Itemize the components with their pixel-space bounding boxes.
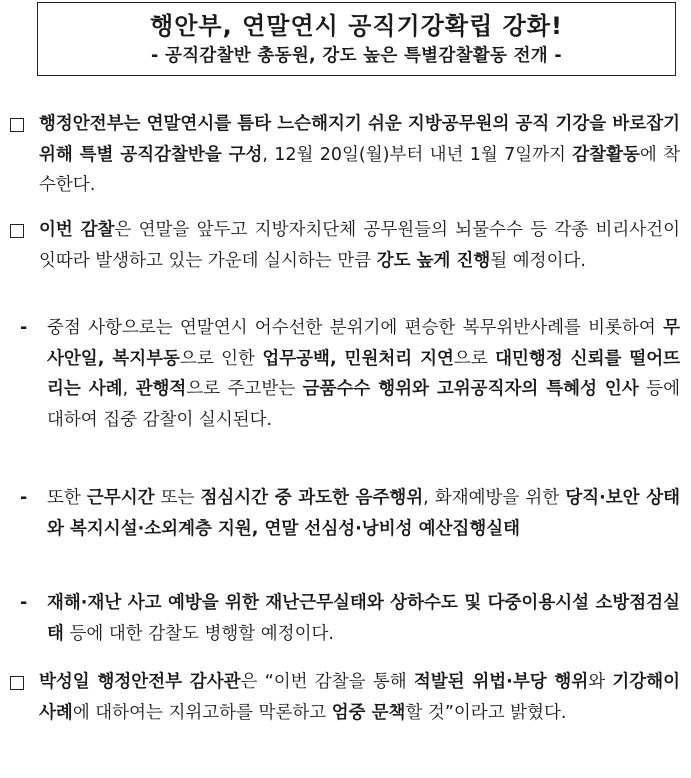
dash-bullet: - <box>20 488 28 508</box>
square-bullet-icon <box>10 224 24 238</box>
paragraph-body: 또한 근무시간 또는 점심시간 중 과도한 음주행위, 화재예방을 위한 당직·보안 상태와 복지시설·소외계층 지원, 연말 선심성·낭비성 예산집행실태 <box>47 488 680 539</box>
title-box <box>37 2 676 76</box>
square-bullet-icon <box>10 676 24 690</box>
paragraph-4 <box>20 483 680 544</box>
page-subtitle: - 공직감찰반 총동원, 강도 높은 특별감찰활동 전개 - <box>151 46 562 66</box>
paragraph-6 <box>8 667 680 728</box>
paragraph-body: 중점 사항으로는 연말연시 어수선한 분위기에 편승한 복무위반사례를 비롯하여 무사안일, 복지부동으로 인한 업무공백, 민원처리 지연으로 대민행정 신뢰를 떨어뜨리는 사례, 관행적으로 주고받는 금품수수 행위와 고위공직자의 특혜성 인사 등에 대하여 집중 감찰이 실시된다. <box>47 318 681 430</box>
paragraph-3 <box>20 313 680 435</box>
paragraph-body: 박성일 행정안전부 감사관은 “이번 감찰을 통해 적발된 위법·부당 행위와 기강해이 사례에 대하여는 지위고하를 막론하고 엄중 문책할 것”이라고 밝혔다. <box>39 672 681 723</box>
paragraph-2 <box>8 215 680 276</box>
paragraph-body: 이번 감찰은 연말을 앞두고 지방자치단체 공무원들의 뇌물수수 등 각종 비리사건이 잇따라 발생하고 있는 가운데 실시하는 만큼 강도 높게 진행될 예정이다. <box>39 220 680 271</box>
dash-bullet: - <box>20 593 28 613</box>
paragraph-5 <box>20 588 680 649</box>
dash-bullet: - <box>20 318 28 338</box>
paragraph-1 <box>8 109 680 201</box>
square-bullet-icon <box>10 118 24 132</box>
paragraph-body: 행정안전부는 연말연시를 틈타 느슨해지기 쉬운 지방공무원의 공직 기강을 바로잡기 위해 특별 공직감찰반을 구성, 12월 20일(월)부터 내년 1월 7일까지 감찰활동에 착수한다. <box>39 114 680 195</box>
paragraph-body: 재해·재난 사고 예방을 위한 재난근무실태와 상하수도 및 다중이용시설 소방점검실태 등에 대한 감찰도 병행할 예정이다. <box>47 593 680 644</box>
page-title: 행안부, 연말연시 공직기강확립 강화! <box>150 12 563 40</box>
